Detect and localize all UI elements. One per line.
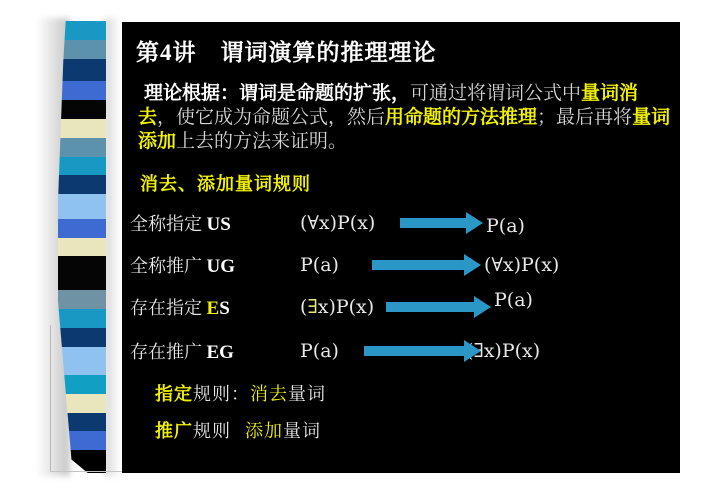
note-head: 指定 [155, 384, 193, 404]
stripe-band [58, 290, 106, 309]
rule-premise [300, 212, 400, 234]
page-corner-line-horizontal [50, 471, 130, 472]
note-tail: 量词 [288, 384, 326, 404]
formula-part: ( [300, 296, 308, 318]
rule-label [130, 210, 300, 236]
stripe-band [58, 119, 106, 138]
intro-seg: 上去的方法来证明。 [176, 131, 348, 152]
rule-abbr: US [206, 214, 231, 235]
section-heading: 消去、添加量词规则 [140, 174, 311, 194]
note-mid: 规则： [193, 384, 250, 404]
formula-part: x)P(x) [317, 296, 375, 318]
arrow-right-icon [372, 260, 464, 270]
arrow-right-icon [364, 346, 464, 356]
arrow-right-icon [386, 302, 474, 312]
intro-seg: 可通过将谓词公式中 [410, 83, 582, 104]
rule-conclusion: (∀x)P(x) [484, 254, 560, 276]
slide-title: 第4讲 谓词演算的推理理论 [136, 40, 437, 65]
stripe-band [58, 238, 106, 257]
intro-seg: ；最后再将 [537, 107, 633, 128]
stripe-band [58, 328, 106, 347]
intro-seg: ，使它成为命题公式，然后 [157, 107, 386, 128]
slide [122, 22, 680, 473]
arrow-right-icon [400, 218, 466, 228]
stripe-band [58, 59, 106, 82]
formula-part: (∀x)P(x) [300, 212, 376, 234]
intro-seg: 量词添加 [138, 107, 671, 152]
rule-label [130, 338, 300, 364]
rule-row-es [130, 289, 680, 322]
stripe-band [58, 219, 106, 238]
stripe-band [58, 175, 106, 194]
intro-seg: 量词消去 [138, 83, 639, 128]
note-head: 推广 [155, 421, 193, 441]
note-verb: 消去 [250, 384, 288, 404]
rule-row-eg [130, 336, 680, 366]
rule-row-us [130, 208, 680, 238]
rule-abbr: EG [206, 342, 234, 363]
note-specification-rule [155, 380, 326, 406]
formula-part: P(a) [300, 254, 339, 276]
stripe-band [58, 256, 106, 290]
stripe-band [58, 194, 106, 218]
note-tail: 量词 [283, 421, 321, 441]
rule-label [130, 252, 300, 278]
intro-seg: 理论根据：谓词是命题的扩张， [144, 83, 411, 104]
rule-row-ug [130, 250, 680, 280]
formula-part: P(a) [300, 340, 339, 362]
rule-name: 全称指定 [130, 214, 207, 234]
rule-name: 存在指定 [130, 298, 207, 318]
stripe-band [58, 81, 106, 100]
rule-conclusion: (∃x)P(x) [466, 340, 541, 362]
rule-abbr: S [219, 298, 230, 319]
rule-premise [300, 296, 400, 318]
stripe-band [58, 157, 106, 176]
stripe-band [58, 100, 106, 119]
intro-seg: 用命题的方法推理 [385, 107, 538, 128]
rule-abbr: UG [206, 256, 235, 277]
stripe-band [58, 309, 106, 328]
stripe-band [58, 40, 106, 59]
stripe-band [58, 138, 106, 157]
stripe-band [58, 347, 106, 375]
note-mid: 规则 [193, 421, 231, 441]
rule-abbr-accent: E [206, 298, 220, 319]
rule-conclusion: P(a) [486, 215, 525, 237]
film-strip-shadow-right [104, 18, 120, 476]
note-generalization-rule [155, 417, 321, 443]
rule-name: 全称推广 [130, 256, 207, 276]
page-corner-line-vertical [50, 325, 51, 472]
quantifier-symbol: ∃ [307, 296, 318, 318]
note-verb: 添加 [245, 421, 283, 441]
intro-paragraph [138, 82, 672, 154]
rule-name: 存在推广 [130, 342, 207, 362]
rule-conclusion: P(a) [494, 289, 533, 311]
rule-label [130, 294, 300, 320]
